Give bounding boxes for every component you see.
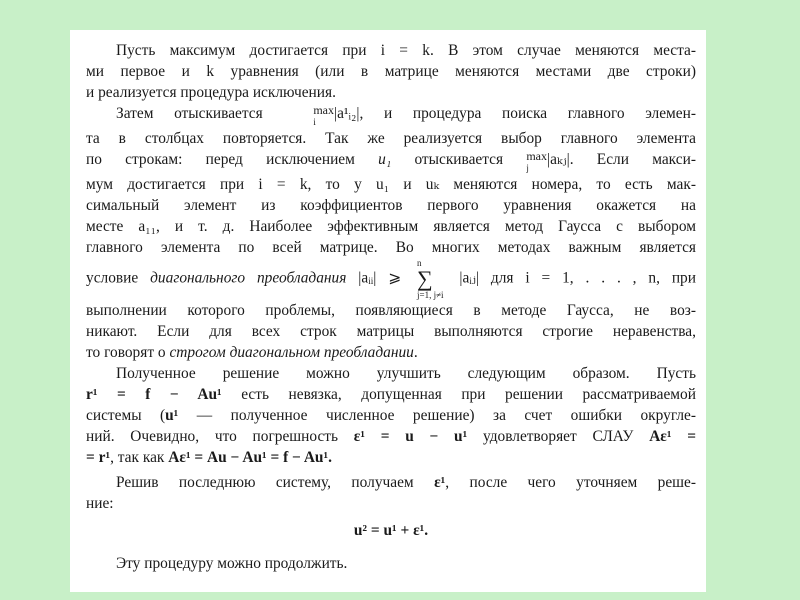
formula-u1: u₁ bbox=[378, 151, 392, 168]
paragraph-1 bbox=[86, 40, 696, 103]
paragraph-4 bbox=[86, 472, 696, 514]
italic-term: диагонального преобладания bbox=[150, 269, 347, 287]
paragraph-3 bbox=[86, 363, 696, 468]
formula-abs-a-i2: |a¹ᵢ₂| bbox=[334, 105, 360, 122]
max-operator: max i bbox=[313, 103, 335, 127]
text-line: по строкам: перед исключением u₁ отыскивается max j |aₖⱼ|. Если макси- bbox=[86, 149, 696, 173]
text-line: и реализуется процедура исключения. bbox=[86, 84, 336, 101]
formula-eps1: ε¹ bbox=[434, 474, 446, 491]
italic-term: строгом диагональном преобладании bbox=[169, 344, 414, 361]
text-line: та в столбцах повторяется. Так же реализуется выбор главного элемента bbox=[86, 130, 696, 147]
formula-slau: Aε¹ = bbox=[649, 428, 696, 445]
formula-error: ε¹ = u − u¹ bbox=[353, 428, 468, 445]
text-line: симальный элемент из коэффициентов первого уравнения окажется на bbox=[86, 197, 696, 214]
text-line: главного элемента по всей матрице. Во многих методах важным является bbox=[86, 239, 696, 256]
max-operator: max j bbox=[526, 149, 548, 173]
text-line: r¹ = f − Au¹ есть невязка, допущенная при решении рассматриваемой bbox=[86, 386, 696, 403]
text-line: Затем отыскивается max i |a¹ᵢ₂|, и процедура поиска главного элемен- bbox=[116, 103, 696, 127]
text-line: = r¹, так как Aε¹ = Au − Au¹ = f − Au¹. bbox=[86, 449, 332, 466]
text-line: мум достигается при i = k, то у u₁ и uₖ меняются номера, то есть мак- bbox=[86, 176, 696, 193]
text-line: Пусть максимум достигается при i = k. В этом случае меняются места- bbox=[116, 42, 696, 59]
text-line: то говорят о строгом диагональном преобладании. bbox=[86, 344, 418, 361]
text-line: ми первое и k уравнения (или в матрице меняются местами две строки) bbox=[86, 63, 696, 80]
text-line: Решив последнюю систему, получаем ε¹, после чего уточняем реше- bbox=[116, 474, 696, 491]
formula-abs-a-ij: |aᵢⱼ| bbox=[459, 269, 479, 287]
text-line: выполнении которого проблемы, появляющиеся в методе Гаусса, не воз- bbox=[86, 302, 696, 319]
text-line: ний. Очевидно, что погрешность ε¹ = u − u¹ удовлетворяет СЛАУ Aε¹ = bbox=[86, 428, 696, 445]
paragraph-2 bbox=[86, 103, 696, 363]
text-line: никают. Если для всех строк матрицы выполняются строгие неравенства, bbox=[86, 323, 696, 340]
formula-abs-a-kj: |aₖⱼ| bbox=[547, 151, 570, 168]
document-page bbox=[70, 30, 706, 592]
text-line: месте a₁₁, и т. д. Наиболее эффективным является метод Гаусса с выбором bbox=[86, 218, 696, 235]
text-line: ние: bbox=[86, 495, 114, 512]
formula-r1: = r¹ bbox=[86, 449, 111, 466]
formula-residual: r¹ = f − Au¹ bbox=[86, 386, 222, 403]
formula-u1-bold: u¹ bbox=[165, 407, 179, 424]
text-line: системы (u¹ — полученное численное решение) за счет ошибки округле- bbox=[86, 407, 696, 424]
formula-chain: Aε¹ = Au − Au¹ = f − Au¹. bbox=[168, 449, 332, 466]
text-line: Полученное решение можно улучшить следующим образом. Пусть bbox=[116, 365, 696, 382]
formula-abs-a-ii: |aᵢᵢ| ⩾ bbox=[358, 269, 402, 287]
sum-operator: n ∑ j=1, j≠i bbox=[417, 258, 444, 300]
paragraph-5 bbox=[86, 553, 696, 574]
text-line: Эту процедуру можно продолжить. bbox=[116, 555, 348, 572]
text-line: условие диагонального преобладания |aᵢᵢ| ⩾ n ∑ j=1, j≠i |aᵢⱼ| для i = 1, . . . , n, при bbox=[86, 258, 696, 300]
display-equation: u² = u¹ + ε¹. bbox=[353, 522, 429, 539]
